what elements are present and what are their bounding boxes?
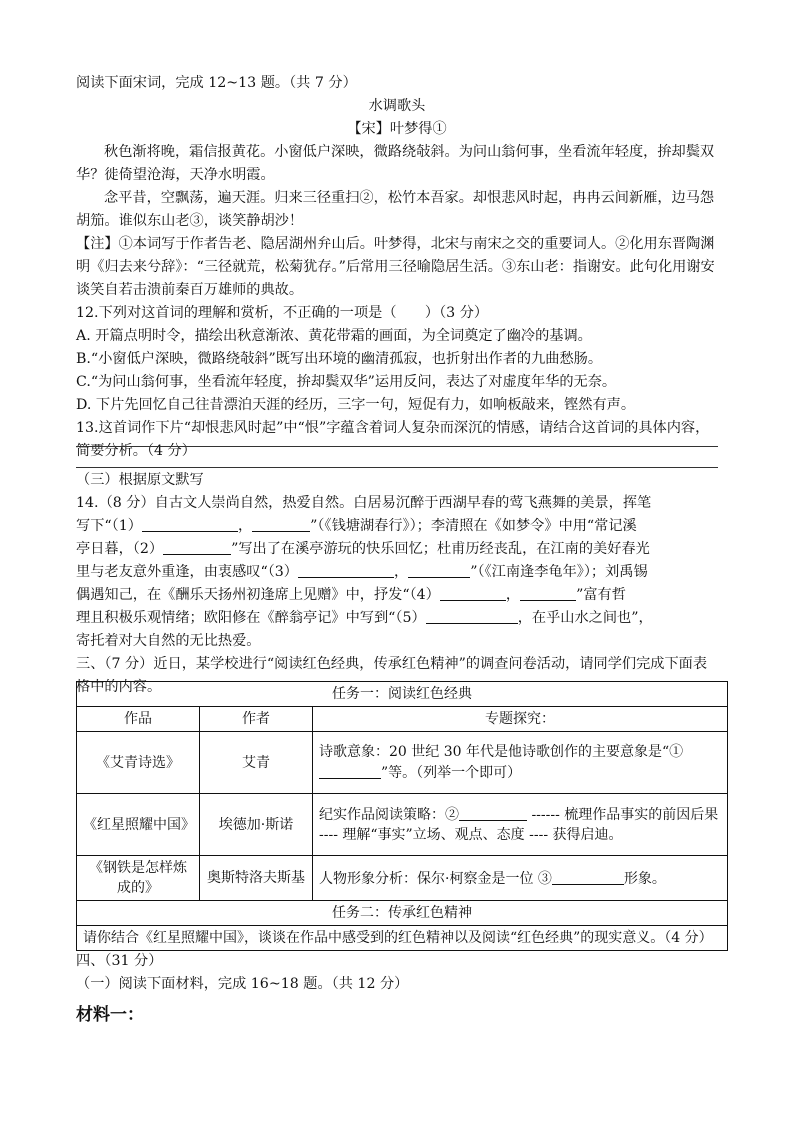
q14-text: ”写出了在溪亭游玩的快乐回忆；杜甫历经丧乱，在江南的美好春光 xyxy=(231,541,650,557)
col-author-header: 作者 xyxy=(200,707,313,732)
topic-text: 形象。 xyxy=(623,870,666,887)
q14-text: 偶遇知己，在《酬乐天扬州初逢席上见赠》中，抒发“（4） xyxy=(76,587,440,603)
blank-5[interactable] xyxy=(426,607,518,624)
answer-line-1[interactable] xyxy=(76,446,718,447)
q12-option-b: B.“小窗低户深映，微路绕敧斜”既写出环境的幽清孤寂，也折射出作者的九曲愁肠。 xyxy=(76,351,603,367)
q12-option-d: D. 下片先回忆自己往昔漂泊天涯的经历，三字一句，短促有力，如响板敲来，铿然有声。 xyxy=(76,397,636,413)
task2-body: 请你结合《红星照耀中国》，谈谈在作品中感受到的红色精神以及阅读“红色经典”的现实意义。（4 分） xyxy=(77,926,728,951)
topic-text: ------ 梳理作品事实的前因后果 ---- 理解“事实”立场、观点、态度 ---- 获得启迪。 xyxy=(319,807,719,843)
q14-text: ， xyxy=(237,518,253,534)
blank-circle-3[interactable] xyxy=(552,868,624,885)
blank-4b[interactable] xyxy=(520,584,576,601)
answer-line-2[interactable] xyxy=(76,467,718,468)
task1-header: 任务一：阅读红色经典 xyxy=(77,682,728,707)
topic-cell xyxy=(313,856,728,901)
part-4-heading: 四、（31 分） xyxy=(76,953,163,969)
q14-text: 里与老友意外重逢，由衷感叹“（3） xyxy=(76,564,298,580)
blank-3a[interactable] xyxy=(298,561,394,578)
blank-1a[interactable] xyxy=(142,515,238,532)
poem-stanza-1: 秋色渐将晚，霜信报黄花。小窗低户深映，微路绕敧斜。为问山翁何事，坐看流年轻度，拚却鬓双华？徙倚望沧海，天净水明霞。 xyxy=(76,144,715,183)
author-cell: 艾青 xyxy=(200,732,313,794)
q12-option-a: A. 开篇点明时令，描绘出秋意渐浓、黄花带霜的画面，为全词奠定了幽冷的基调。 xyxy=(76,328,592,344)
topic-text: 诗歌意象：20 世纪 30 年代是他诗歌创作的主要意象是“① xyxy=(319,744,684,760)
section-3-heading: （三）根据原文默写 xyxy=(76,472,204,488)
table-row xyxy=(77,732,728,794)
blank-4a[interactable] xyxy=(440,584,506,601)
q14-line-3 xyxy=(76,538,718,561)
blank-1b[interactable] xyxy=(252,515,310,532)
task2-header: 任务二：传承红色精神 xyxy=(77,901,728,926)
q12-stem: 12.下列对这首词的理解和赏析，不正确的一项是（ ）（3 分） xyxy=(76,305,489,321)
col-work-header: 作品 xyxy=(77,707,200,732)
work-cell: 《红星照耀中国》 xyxy=(77,794,200,856)
q14-line-2 xyxy=(76,515,718,538)
topic-text: 人物形象分析：保尔·柯察金是一位 ③ xyxy=(319,870,552,887)
q14-text: ”（《钱塘湖春行》）；李清照在《如梦令》中用“常记溪 xyxy=(310,518,637,534)
col-topic-header: 专题探究： xyxy=(313,707,728,732)
q12-option-c: C.“为问山翁何事，坐看流年轻度，拚却鬓双华”运用反问，表达了对虚度年华的无奈。 xyxy=(76,374,617,390)
q14-text: 亭日暮，（2） xyxy=(76,541,164,557)
table-row xyxy=(77,794,728,856)
q14-line-7: 寄托着对大自然的无比热爱。 xyxy=(76,633,261,649)
topic-text: ”等。（列举一个即可） xyxy=(381,765,522,781)
q13-stem: 13.这首词作下片“却恨悲风时起”中“恨”字蕴含着词人复杂而深沉的情感，请结合这首词的具体内容，简要分析。（4 分） xyxy=(76,420,710,459)
poem-notes: 【注】①本词写于作者告老、隐居湖州弁山后。叶梦得，北宋与南宋之交的重要词人。②化用东晋陶渊明《归去来兮辞》：“三径就荒，松菊犹存。”后常用三径喻隐居生活。③东山老：指谢安。此句化用谢安谈笑自若击溃前秦百万雄师的典故。 xyxy=(76,236,715,298)
work-cell: 《艾青诗选》 xyxy=(77,732,200,794)
part-4-subheading: （一）阅读下面材料，完成 16~18 题。（共 12 分） xyxy=(76,976,409,992)
q14-text: ”富有哲 xyxy=(576,587,626,603)
intro-line: 阅读下面宋词，完成 12~13 题。（共 7 分） xyxy=(76,75,357,91)
topic-cell xyxy=(313,794,728,856)
poem-stanza-2: 念平昔，空飘荡，遍天涯。归来三径重扫②，松竹本吾家。却恨悲风时起，冉冉云间新雁，边马怨胡笳。谁似东山老③，谈笑静胡沙！ xyxy=(76,190,715,229)
q14-line-6 xyxy=(76,607,718,630)
q14-line-5 xyxy=(76,584,718,607)
part-3-heading: 三、（7 分）近日，某学校进行“阅读红色经典，传承红色精神”的调查问卷活动，请同学们完成下面表格中的内容。 xyxy=(76,656,708,695)
blank-3b[interactable] xyxy=(408,561,470,578)
poem-title: 水调歌头 xyxy=(368,98,426,114)
q14-text: 理且积极乐观情绪；欧阳修在《醉翁亭记》中写到“（5） xyxy=(76,610,426,626)
q14-text: ，在乎山水之间也”， xyxy=(517,610,653,626)
q14-line-4 xyxy=(76,561,718,584)
author-cell: 埃德加·斯诺 xyxy=(200,794,313,856)
material-1-label: 材料一： xyxy=(76,1005,144,1025)
q14-text: ， xyxy=(394,564,409,580)
q14-text: 写下“（1） xyxy=(76,518,142,534)
poem-author: 【宋】叶梦得① xyxy=(347,121,447,137)
q14-text: ， xyxy=(505,587,521,603)
q14-text: ”（《江南逢李龟年》）；刘禹锡 xyxy=(470,564,648,580)
blank-circle-2[interactable] xyxy=(459,804,527,821)
work-cell: 《钢铁是怎样炼成的》 xyxy=(77,856,200,901)
blank-2[interactable] xyxy=(163,538,231,555)
author-cell: 奥斯特洛夫斯基 xyxy=(200,856,313,901)
table-row xyxy=(77,856,728,901)
topic-cell xyxy=(313,732,728,794)
blank-circle-1[interactable] xyxy=(319,762,381,779)
topic-text: 纪实作品阅读策略：② xyxy=(319,807,459,823)
q14-line-1: 14.（8 分）自古文人崇尚自然，热爱自然。白居易沉醉于西湖早春的莺飞燕舞的美景，挥笔 xyxy=(76,495,652,511)
task-table xyxy=(76,681,728,951)
